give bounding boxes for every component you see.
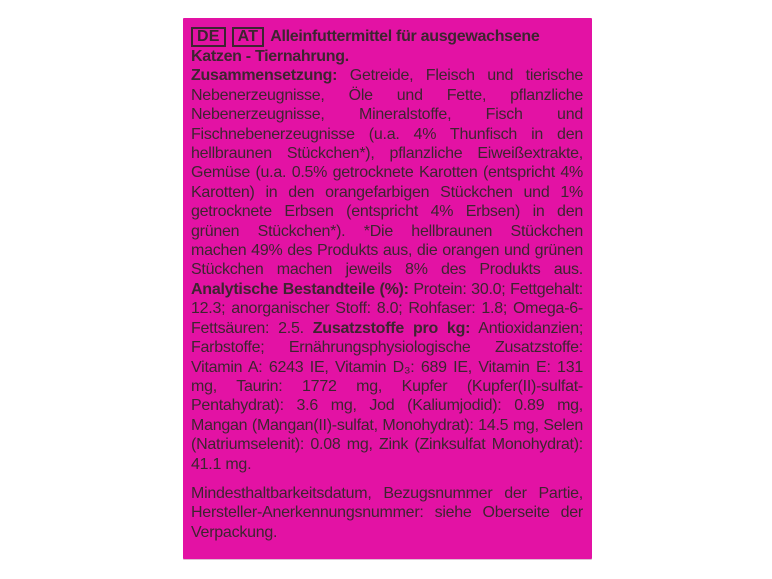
product-label [183,18,592,559]
storage-note: Mindesthaltbarkeitsdatum, Bezugsnummer der Partie, Hersteller-Anerkennungsnummer: siehe Oberseite der Verpackung. [191,484,583,541]
analytical-constituents-heading: Analytische Bestandteile (%): [191,280,409,298]
country-code-at-badge: AT [232,27,265,47]
product-title-line [191,27,583,66]
additives-heading: Zusatzstoffe pro kg: [312,319,471,337]
country-code-de-badge: DE [191,27,226,47]
additives-text: Antioxidanzien; Farbstoffe; Ernährungsphysiologische Zusatzstoffe: Vitamin A: 6243 IE, Vitamin D₃: 689 IE, Vitamin E: 131 mg, Taurin: 1772 mg, Kupfer (Kupfer(II)-sulfat-Pentahydrat): 3.6 mg, Jod (Kaliumjodid): 0.89 mg, Mangan (Mangan(II)-sulfat, Monohydrat): 14.5 mg, Selen (Natriumselenit): 0.08 mg, Zink (Zinksulfat Monohydrat): 41.1 mg. [191,319,584,473]
ingredients-paragraph [191,66,583,474]
composition-heading: Zusammensetzung: [191,67,338,85]
product-title: Alleinfuttermittel für ausgewachsene Katzen - Tiernahrung. [191,28,540,65]
composition-text: Getreide, Fleisch und tierische Nebenerzeugnisse, Öle und Fette, pflanzliche Nebenerzeugnisse, Mineralstoffe, Fisch und Fischnebenerzeugnisse (u.a. 4% Thunfisch in den hellbraunen Stückchen*), pflanzliche Eiweißextrakte, Gemüse (u.a. 0.5% getrocknete Karotten (entspricht 4% Karotten) in den orangefarbigen Stückchen und 1% getrocknete Erbsen (entspricht 4% Erbsen) in den grünen Stückchen*). *Die hellbraunen Stückchen machen 49% des Produkts aus, die orangen und grünen Stückchen machen jeweils 8% des Produkts aus. [191,67,583,279]
analytical-constituents-text: Protein: 30.0; Fettgehalt: 12.3; anorganischer Stoff: 8.0; Rohfaser: 1.8; Omega-6-Fettsäuren: 2.5. [191,280,583,337]
